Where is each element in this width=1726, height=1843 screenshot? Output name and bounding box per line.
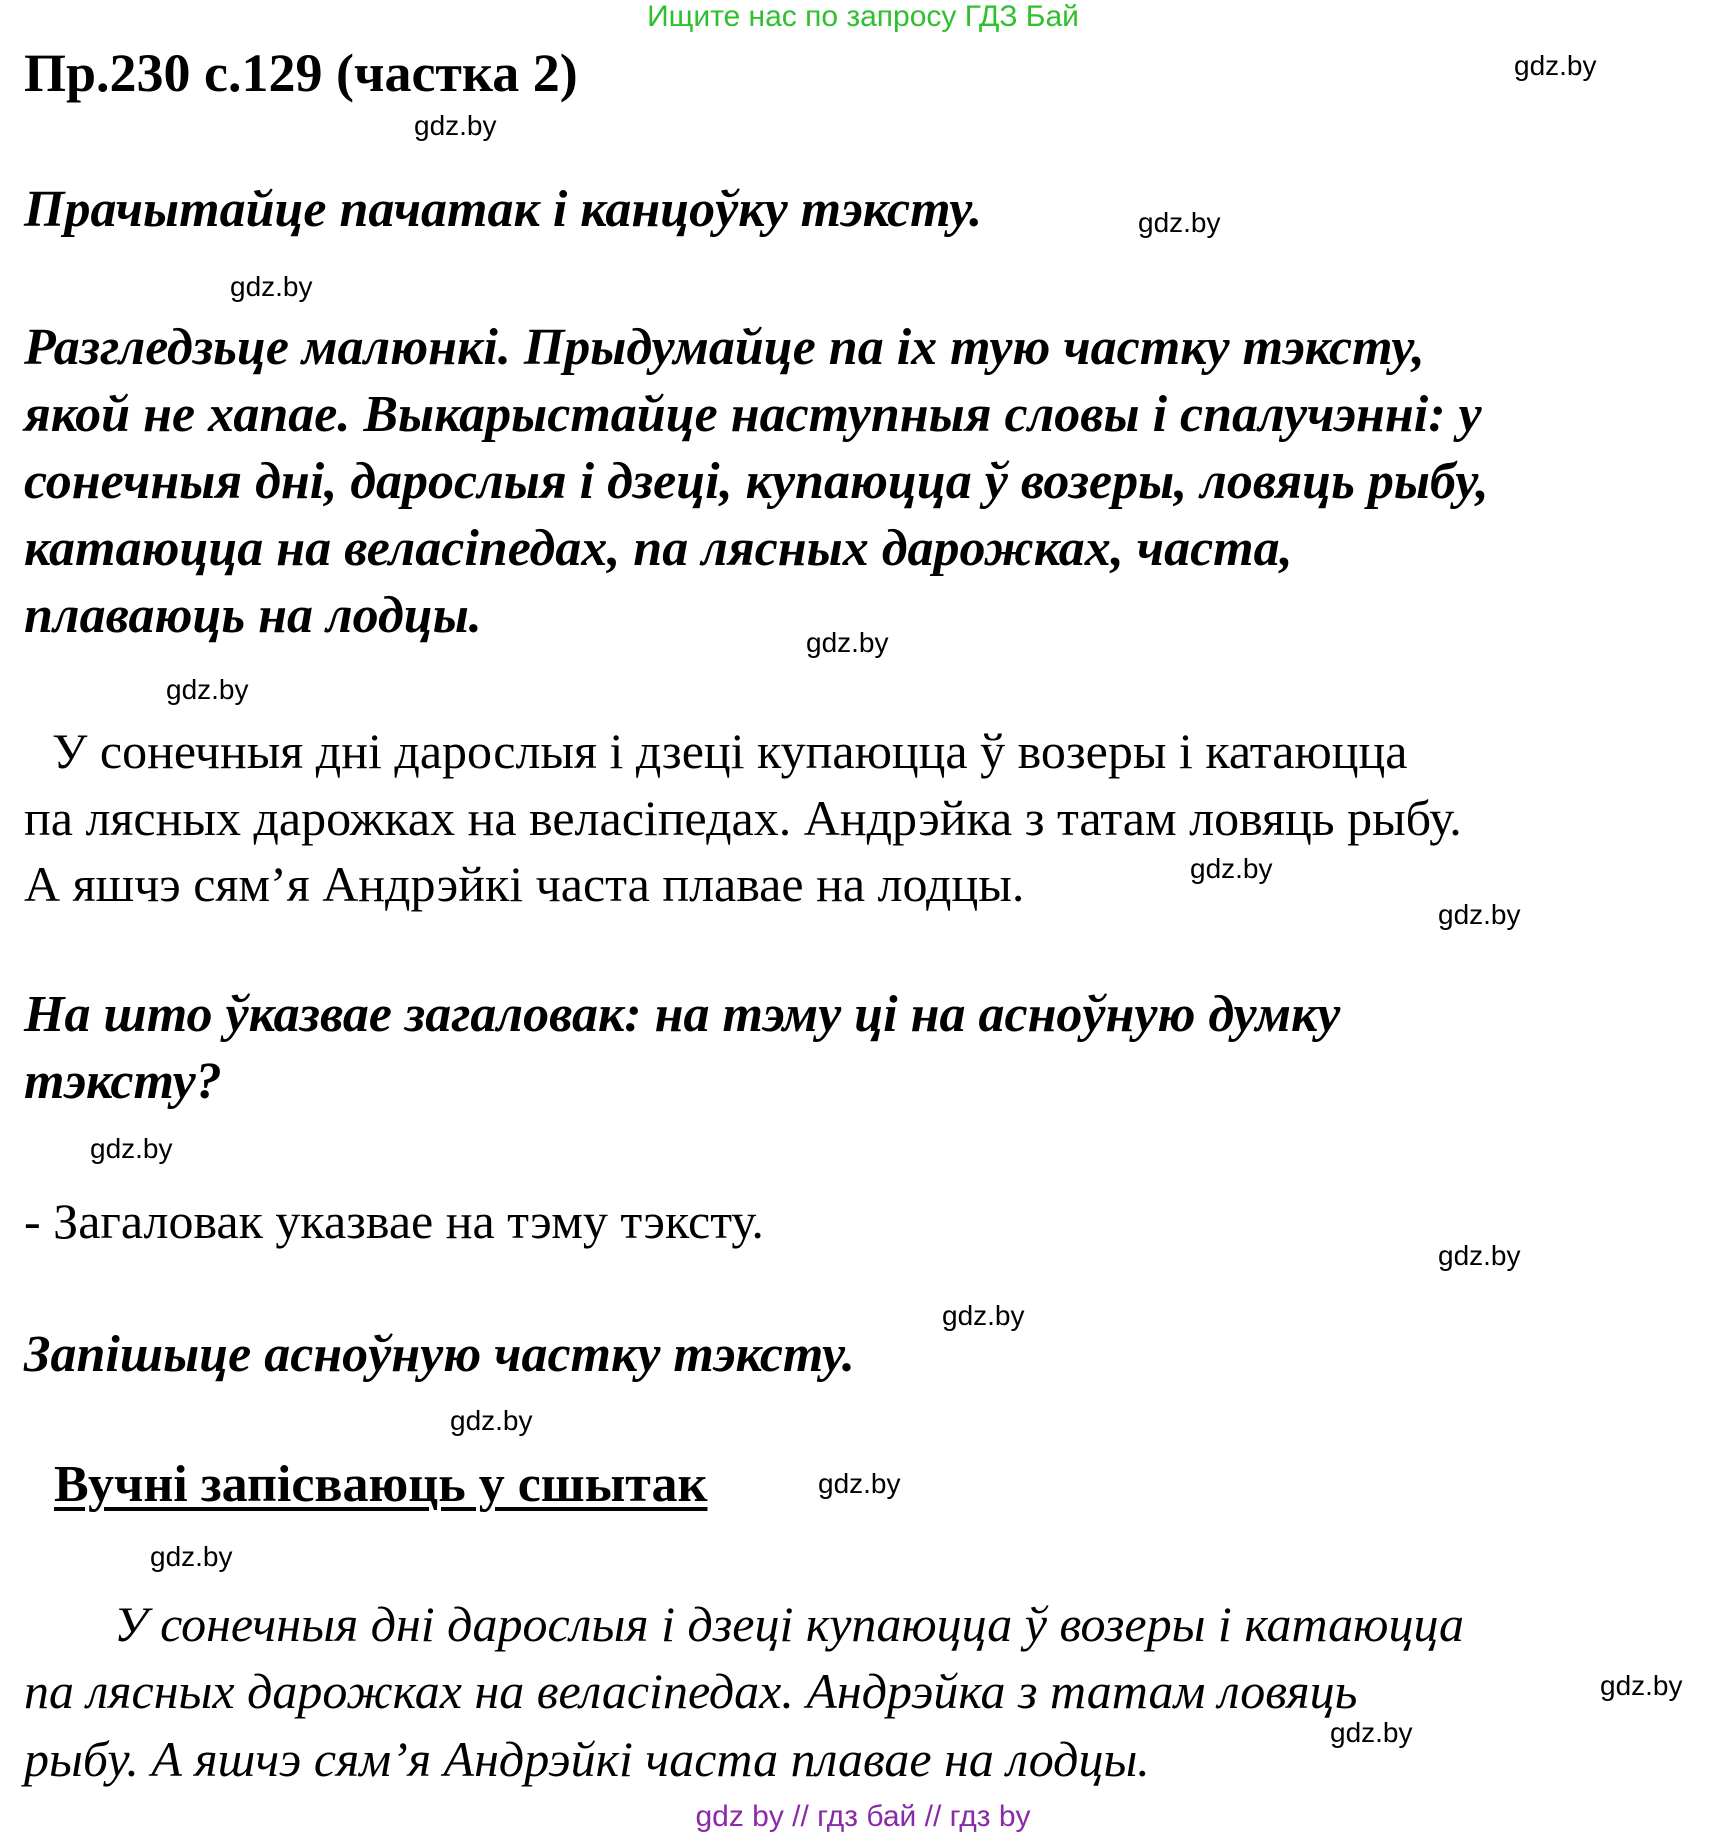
watermark: gdz.by [414,110,497,141]
watermark: gdz.by [1438,1240,1521,1271]
answer-line-3: А яшчэ сям’я Андрэйкі часта плавае на лодцы. [24,856,1025,912]
notebook-line-3: рыбу. А яшчэ сям’я Андрэйкі часта плавае на лодцы. [24,1731,1150,1787]
task-heading-line-1: На што ўказвае загаловак: на тэму ці на асноўную думку [24,986,1341,1043]
watermark: gdz.by [806,627,889,658]
watermark: gdz.by [90,1133,173,1164]
watermark: gdz.by [818,1468,901,1499]
task-pictures-line-4: катаюцца на веласіпедах, па лясных дарожках, часта, [24,520,1293,577]
task-pictures-line-5: плаваюць на лодцы. [24,587,482,644]
notebook-line-2: па лясных дарожках на веласіпедах. Андрэйка з татам ловяць [24,1663,1358,1719]
watermark: gdz.by [450,1405,533,1436]
watermark: gdz.by [1600,1670,1683,1701]
task-heading-line-2: тэксту? [24,1053,222,1110]
top-banner[interactable]: Ищите нас по запросу ГДЗ Бай [647,0,1079,33]
notebook-line-1: У сонечныя дні дарослыя і дзеці купаюцца ў возеры і катаюцца [114,1596,1465,1652]
task-write-main-part: Запішыце асноўную частку тэксту. [24,1326,855,1383]
footer-links[interactable]: gdz by // гдз бай // гдз by [695,1800,1031,1833]
watermark: gdz.by [1514,50,1597,81]
watermark: gdz.by [1190,853,1273,884]
notebook-subtitle: Вучні запісваюць у сшытак [54,1456,708,1513]
answer-line-1: У сонечныя дні дарослыя і дзеці купаюцца ў возеры і катаюцца [52,723,1408,779]
watermark: gdz.by [230,271,313,302]
answer-line-2: па лясных дарожках на веласіпедах. Андрэйка з татам ловяць рыбу. [24,790,1462,846]
watermark: gdz.by [150,1541,233,1572]
watermark: gdz.by [1138,207,1221,238]
page-title: Пр.230 с.129 (частка 2) [24,43,578,103]
task-pictures-line-1: Разгледзьце малюнкі. Прыдумайце па іх тую частку тэксту, [24,319,1425,376]
task-read-text: Прачытайце пачатак і канцоўку тэксту. [24,181,983,238]
watermark: gdz.by [1438,899,1521,930]
task-pictures-line-2: якой не хапае. Выкарыстайце наступныя словы і спалучэнні: у [24,386,1482,443]
watermark: gdz.by [166,674,249,705]
answer-heading: - Загаловак указвае на тэму тэксту. [24,1193,764,1249]
task-pictures-line-3: сонечныя дні, дарослыя і дзеці, купаюцца ў возеры, ловяць рыбу, [24,453,1489,510]
watermark: gdz.by [942,1300,1025,1331]
watermark: gdz.by [1330,1717,1413,1748]
